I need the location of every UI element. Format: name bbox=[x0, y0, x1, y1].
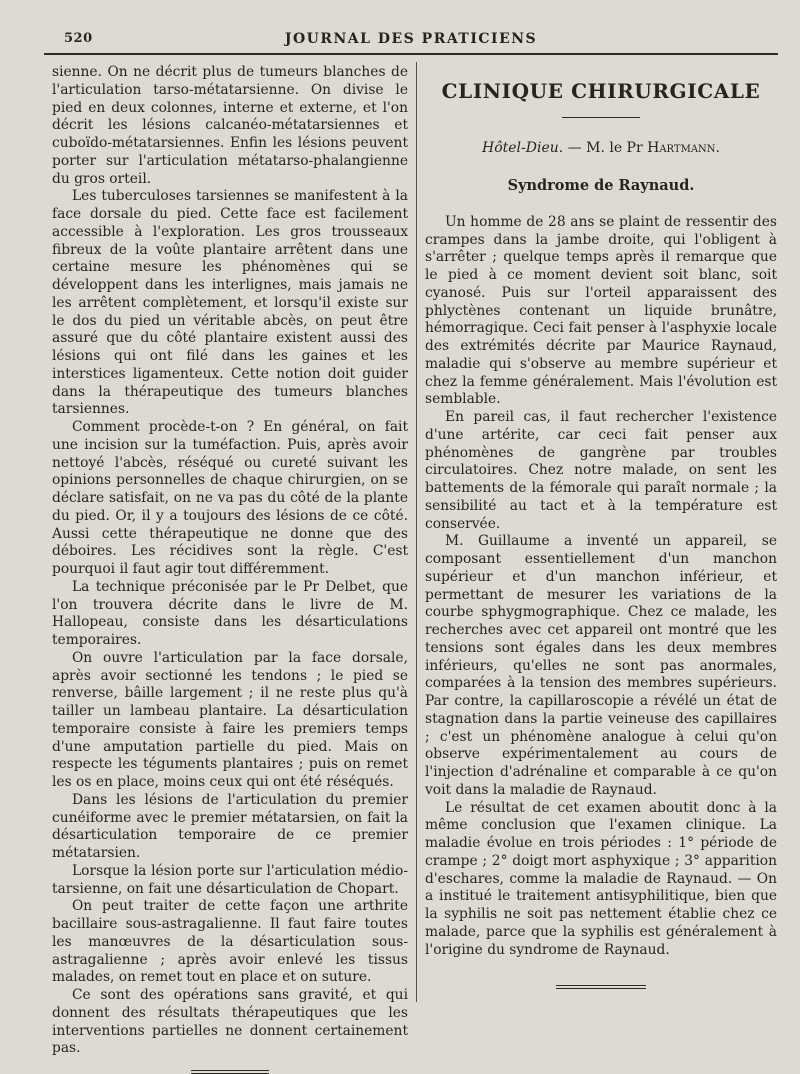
paragraph: M. Guillaume a inventé un appareil, se composant essentiellement d'un manchon supérieur et d'un manchon inférieur, et permettant de mesurer les variations de la courbe sphygmographique. Chez ce malade, les recherches avec cet appareil ont montré que les tensions sont égales dans les deux membres inférieurs, qu'elles ne sont pas anormales, comparées à la tension des membres supérieurs. Par contre, la capillaroscopie a révélé un état de stagnation dans la partie veineuse des capillaires ; c'est un phénomène analogue à celui qu'on observe expérimentalement au cours de l'injection d'adrénaline et comparable à ce qu'on voit dans la maladie de Raynaud. bbox=[425, 533, 777, 798]
byline-place: Hôtel-Dieu. bbox=[481, 140, 564, 156]
end-rule bbox=[556, 985, 646, 989]
paragraph: Ce sont des opérations sans gravité, et qui donnent des résultats thérapeutiques que les interventions partielles ne donnent certainement pas. bbox=[52, 987, 408, 1057]
left-column bbox=[52, 64, 408, 1074]
paragraph: En pareil cas, il faut rechercher l'existence d'une artérite, car ceci fait penser aux phénomènes de gangrène par troubles circulatoires. Chez notre malade, on sent les battements de la fémorale qui paraît normale ; la sensibilité au tact et à la température est conservée. bbox=[425, 409, 777, 532]
paragraph: Le résultat de cet examen aboutit donc à la même conclusion que l'examen clinique. La maladie évolue en trois périodes : 1° période de crampe ; 2° doigt mort asphyxique ; 3° apparition d'eschares, comme la maladie de Raynaud. — On a institué le traitement antisyphilitique, bien que la syphilis ne soit pas nettement établie chez ce malade, parce que la syphilis est généralement à l'origine du syndrome de Raynaud. bbox=[425, 799, 777, 958]
page-number: 520 bbox=[64, 31, 93, 46]
header-rule bbox=[44, 53, 778, 55]
byline bbox=[425, 140, 777, 158]
byline-author: Hartmann. bbox=[647, 140, 720, 156]
paragraph: Lorsque la lésion porte sur l'articulation médio-tarsienne, on fait une désarticulation de Chopart. bbox=[52, 862, 408, 897]
article-title: Syndrome de Raynaud. bbox=[507, 176, 695, 194]
right-column bbox=[425, 64, 777, 989]
paragraph: Les tuberculoses tarsiennes se manifestent à la face dorsale du pied. Cette face est facilement accessible à l'exploration. Les gros trousseaux fibreux de la voûte plantaire arrêtent dans une certaine mesure les phénomènes qui se développent dans les interlignes, mais jamais ne les arrêtent complètement, et lorsqu'il existe sur le dos du pied un véritable abcès, on peut être assuré que du côté plantaire existent aussi des lésions qui ont filé dans les gaines et les interstices ligamenteux. Cette notion doit guider dans la thérapeutique des tumeurs blanches tarsiennes. bbox=[52, 188, 408, 418]
byline-separator: — M. le Pr bbox=[563, 140, 648, 156]
paragraph: La technique préconisée par le Pr Delbet, que l'on trouvera décrite dans le livre de M. Hallopeau, consiste dans les désarticulations temporaires. bbox=[52, 578, 408, 648]
title-rule bbox=[562, 117, 640, 118]
column-divider bbox=[416, 62, 417, 1002]
paragraph: On ouvre l'articulation par la face dorsale, après avoir sectionné les tendons ; le pied se renverse, bâille largement ; il ne reste plus qu'à tailler un lambeau plantaire. La désarticulation temporaire consiste à faire les premiers temps d'une amputation partielle du pied. Mais on respecte les téguments plantaires ; puis on remet les os en place, moins ceux qui ont été réséqués. bbox=[52, 649, 408, 790]
paragraph: Comment procède-t-on ? En général, on fait une incision sur la tuméfaction. Puis, après avoir nettoyé l'abcès, réséqué ou cureté suivant les opinions personnelles de chaque chirurgien, on se déclare satisfait, on ne va pas du côté de la plante du pied. Or, il y a toujours des lésions de ce côté. Aussi cette thérapeutique ne donne que des déboires. Les récidives sont la règle. C'est pourquoi il faut agir tout différemment. bbox=[52, 419, 408, 577]
section-title: CLINIQUE CHIRURGICALE bbox=[441, 79, 761, 103]
page-header bbox=[44, 31, 778, 51]
end-rule bbox=[191, 1070, 269, 1074]
paragraph: sienne. On ne décrit plus de tumeurs blanches de l'articulation tarso-métatarsienne. On divise le pied en deux colonnes, interne et externe, et l'on décrit les lésions calcanéo-métatarsiennes et cuboïdo-métatarsiennes. Enfin les lésions peuvent porter sur l'articulation métatarso-phalangienne du gros orteil. bbox=[52, 64, 408, 187]
paragraph: Un homme de 28 ans se plaint de ressentir des crampes dans la jambe droite, qui l'obligent à s'arrêter ; quelque temps après il remarque que le pied à ce moment devient soit blanc, soit cyanosé. Puis sur l'orteil apparaissent des phlyctènes contenant un liquide brunâtre, hémorragique. Ceci fait penser à l'asphyxie locale des extrémités décrite par Maurice Raynaud, maladie qui s'observe au membre supérieur et chez la femme généralement. Mais l'évolution est semblable. bbox=[425, 213, 777, 408]
paragraph: Dans les lésions de l'articulation du premier cunéiforme avec le premier métatarsien, on fait la désarticulation temporaire de ce premier métatarsien. bbox=[52, 791, 408, 861]
paragraph: On peut traiter de cette façon une arthrite bacillaire sous-astragalienne. Il faut faire toutes les manœuvres de la désarticulation sous-astragalienne ; après avoir enlevé les tissus malades, on remet tout en place et on suture. bbox=[52, 898, 408, 986]
journal-title: JOURNAL DES PRATICIENS bbox=[284, 31, 538, 47]
